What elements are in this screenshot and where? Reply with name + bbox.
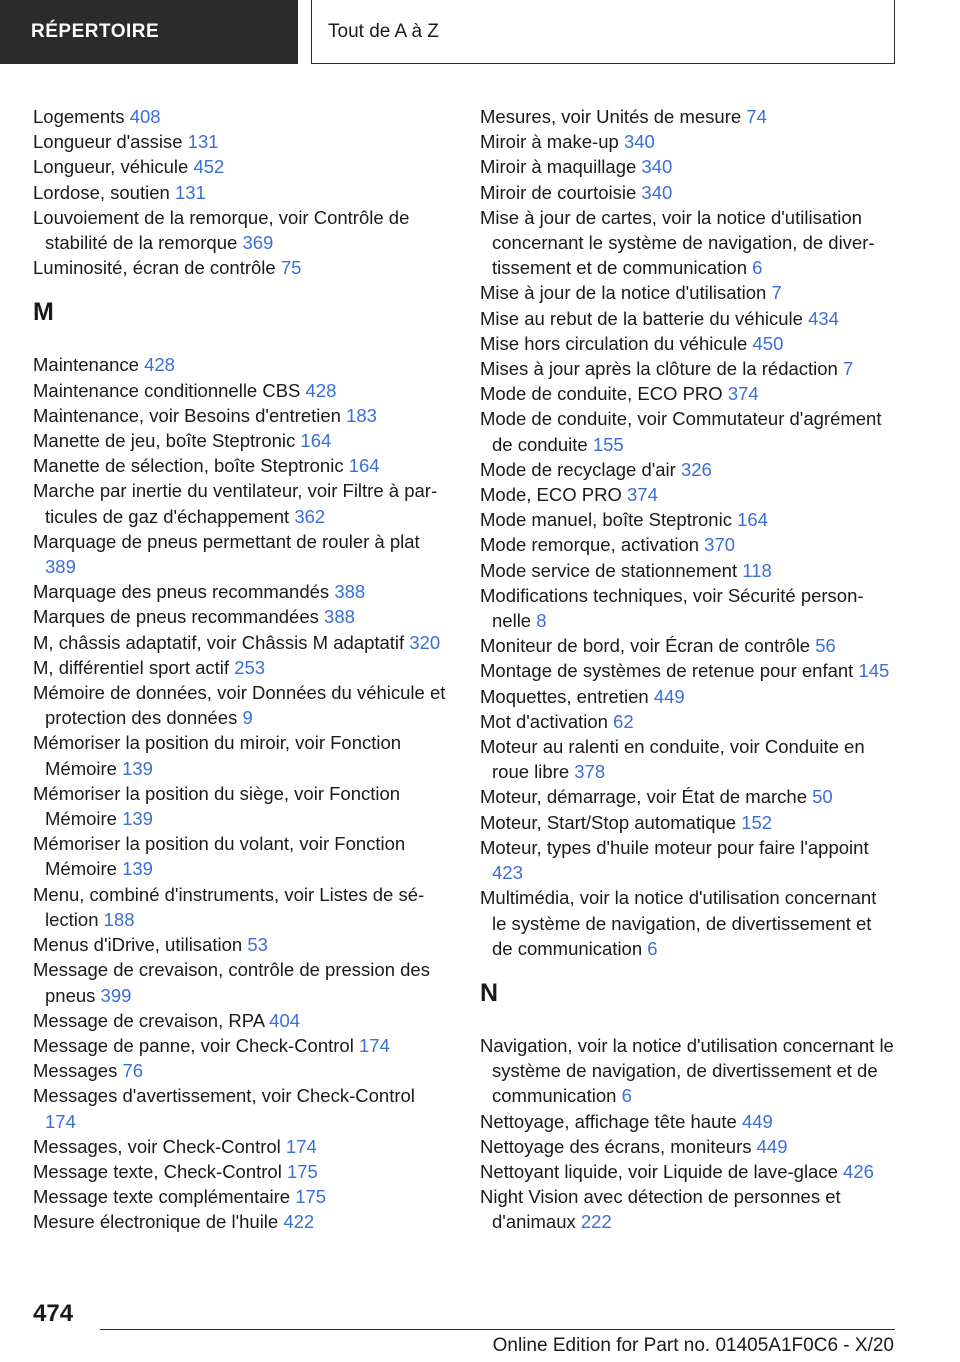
index-entry xyxy=(33,352,448,377)
page-reference-link[interactable]: 340 xyxy=(641,181,673,203)
index-entry xyxy=(33,882,448,932)
page-reference-link[interactable]: 139 xyxy=(122,757,153,779)
index-entry-text: Moteur, types d'huile moteur pour faire l'appoint xyxy=(480,836,869,858)
index-entry xyxy=(33,529,448,579)
page-reference-link[interactable]: 6 xyxy=(752,257,763,279)
index-entry-text: Message texte, Check-Control xyxy=(33,1160,287,1182)
index-entry xyxy=(33,378,448,403)
index-entry-text: Mode remorque, activation xyxy=(480,534,705,556)
footer-divider xyxy=(100,1329,895,1330)
index-entry xyxy=(33,831,448,881)
index-entry xyxy=(480,104,895,129)
index-entry-text: Mémoriser la position du volant, voir Fonction Mémoire xyxy=(33,833,406,880)
index-entry xyxy=(33,957,448,1007)
index-entry-text: Longueur, véhicule xyxy=(33,156,194,178)
page-reference-link[interactable]: 155 xyxy=(592,433,624,455)
index-column-right xyxy=(480,104,895,1235)
page-header xyxy=(0,0,960,66)
index-entry-text: Nettoyant liquide, voir Liquide de lave-glace xyxy=(480,1160,844,1182)
index-entry xyxy=(33,1184,448,1209)
index-entry-text: Night Vision avec détection de personnes et d'animaux xyxy=(480,1186,841,1233)
subsection-tab: Tout de A à Z xyxy=(311,0,895,64)
page-reference-link[interactable]: 389 xyxy=(45,556,76,578)
page-reference-link[interactable]: 131 xyxy=(187,131,219,153)
index-entry xyxy=(33,730,448,780)
page-reference-link[interactable]: 188 xyxy=(103,908,135,930)
page-reference-link[interactable]: 174 xyxy=(45,1110,76,1132)
index-entry xyxy=(480,532,895,557)
page-reference-link[interactable]: 450 xyxy=(752,332,784,354)
index-entry-text: Navigation, voir la notice d'utilisation concernant le système de navigation, de divertissement et de communication xyxy=(480,1034,894,1107)
index-entry xyxy=(33,781,448,831)
index-entry-text: Message de crevaison, contrôle de pression des pneus xyxy=(33,959,430,1006)
index-entry-text: Mise hors circulation du véhicule xyxy=(480,332,753,354)
index-entry xyxy=(480,1159,895,1184)
page-reference-link[interactable]: 426 xyxy=(843,1160,874,1182)
index-entry xyxy=(480,885,895,961)
page-reference-link[interactable]: 145 xyxy=(858,660,890,682)
index-entry xyxy=(480,709,895,734)
index-entry-text: Message de panne, voir Check-Control xyxy=(33,1034,359,1056)
index-entry xyxy=(33,1209,448,1234)
index-entry-text: Mémoriser la position du siège, voir Fonction Mémoire xyxy=(33,782,401,830)
index-entry-text: Mise à jour de la notice d'utilisation xyxy=(480,282,772,304)
page-reference-link[interactable]: 320 xyxy=(409,631,441,653)
index-entry xyxy=(33,403,448,428)
index-entry xyxy=(33,478,448,528)
page-reference-link[interactable]: 340 xyxy=(623,131,655,153)
index-entry xyxy=(480,306,895,331)
page-number: 474 xyxy=(33,1300,74,1327)
page-reference-link[interactable]: 428 xyxy=(305,379,337,401)
index-entry-text: Mise à jour de cartes, voir la notice d'utilisation concernant le système de navigation, de divertissement et de communication xyxy=(480,206,875,279)
index-entry-text: Nettoyage, affichage tête haute xyxy=(480,1110,742,1132)
page-reference-link[interactable]: 408 xyxy=(129,106,161,127)
page-reference-link[interactable]: 422 xyxy=(283,1211,315,1233)
page-reference-link[interactable]: 53 xyxy=(247,934,268,956)
edition-note: Online Edition for Part no. 01405A1F0C6 - X/20 xyxy=(492,1335,894,1356)
page-reference-link[interactable]: 164 xyxy=(737,509,768,531)
page-reference-link[interactable]: 175 xyxy=(286,1160,318,1182)
index-entry xyxy=(33,630,448,655)
page-reference-link[interactable]: 175 xyxy=(295,1186,327,1208)
page-reference-link[interactable]: 428 xyxy=(144,354,175,376)
page-reference-link[interactable]: 7 xyxy=(771,282,782,304)
index-entry xyxy=(480,684,895,709)
page-reference-link[interactable]: 369 xyxy=(242,232,274,254)
index-entry xyxy=(33,453,448,478)
page-reference-link[interactable]: 449 xyxy=(741,1110,773,1132)
index-entry-text: Longueur d'assise xyxy=(33,131,188,153)
page-reference-link[interactable]: 253 xyxy=(234,656,266,678)
index-entry xyxy=(480,154,895,179)
page-reference-link[interactable]: 139 xyxy=(122,858,153,880)
index-entry-text: Message de crevaison, RPA xyxy=(33,1009,270,1031)
index-entry-text: Multimédia, voir la notice d'utilisation concernant le système de navigation, de divertissement et de communication xyxy=(480,887,877,959)
index-entry-text: Nettoyage des écrans, moniteurs xyxy=(480,1135,757,1157)
index-entry-text: M, différentiel sport actif xyxy=(33,656,235,678)
index-entry xyxy=(33,129,448,154)
index-entry-text: Moteur au ralenti en conduite, voir Conduite en roue libre xyxy=(480,736,865,783)
index-entry xyxy=(33,255,448,280)
index-entry xyxy=(480,1134,895,1159)
page-reference-link[interactable]: 131 xyxy=(174,181,206,203)
index-entry xyxy=(33,180,448,205)
index-entry-text: Mises à jour après la clôture de la rédaction xyxy=(480,358,843,380)
index-entry-text: Message texte complémentaire xyxy=(33,1186,296,1208)
page-reference-link[interactable]: 452 xyxy=(193,156,225,178)
section-tab: RÉPERTOIRE xyxy=(0,0,298,64)
page-reference-link[interactable]: 340 xyxy=(641,156,673,178)
index-entry-text: Marquage des pneus recommandés xyxy=(33,581,335,603)
index-entry-text: Moteur, démarrage, voir État de marche xyxy=(480,786,813,808)
index-entry xyxy=(480,1033,895,1109)
index-entry xyxy=(480,810,895,835)
index-entry xyxy=(33,932,448,957)
page-reference-link[interactable]: 374 xyxy=(727,383,759,405)
index-entry-text: Logements xyxy=(33,106,130,127)
index-entry-text: Miroir à make-up xyxy=(480,131,624,153)
index-entry xyxy=(480,331,895,356)
index-entry-text: Messages, voir Check-Control xyxy=(33,1135,286,1157)
index-entry-text: Moquettes, entretien xyxy=(480,685,654,707)
index-entry-text: M, châssis adaptatif, voir Châssis M adaptatif xyxy=(33,631,410,653)
page-reference-link[interactable]: 378 xyxy=(574,761,606,783)
index-entry-text: Miroir à maquillage xyxy=(480,156,642,178)
page-reference-link[interactable]: 164 xyxy=(348,455,380,477)
index-entry-text: Mise au rebut de la batterie du véhicule xyxy=(480,307,809,329)
index-entry xyxy=(33,205,448,255)
index-entry-text: Mode de conduite, ECO PRO xyxy=(480,383,728,405)
index-entry xyxy=(480,280,895,305)
page-reference-link[interactable]: 174 xyxy=(285,1135,317,1157)
index-entry xyxy=(33,428,448,453)
index-entry-text: Marquage de pneus permettant de rouler à plat xyxy=(33,530,420,552)
index-entry-text: Messages d'avertissement, voir Check-Control xyxy=(33,1085,415,1107)
page-reference-link[interactable]: 183 xyxy=(346,404,377,426)
page-reference-link[interactable]: 326 xyxy=(680,458,712,480)
index-entry-text: Maintenance, voir Besoins d'entretien xyxy=(33,404,347,426)
index-entry-text: Mémoire de données, voir Données du véhicule et protection des données xyxy=(33,682,446,729)
page-reference-link[interactable]: 388 xyxy=(334,581,366,603)
index-letter-heading: N xyxy=(480,978,499,1007)
index-entry-text: Menus d'iDrive, utilisation xyxy=(33,934,248,956)
index-entry xyxy=(480,356,895,381)
page-reference-link[interactable]: 139 xyxy=(122,808,153,830)
index-entry xyxy=(33,1058,448,1083)
index-entry-text: Moniteur de bord, voir Écran de contrôle xyxy=(480,635,816,657)
page-reference-link[interactable]: 9 xyxy=(242,707,253,729)
index-entry-text: Manette de sélection, boîte Steptronic xyxy=(33,455,349,477)
index-entry xyxy=(33,655,448,680)
index-entry xyxy=(480,1184,895,1234)
index-entry-text: Manette de jeu, boîte Steptronic xyxy=(33,430,301,452)
page-reference-link[interactable]: 56 xyxy=(815,635,836,657)
index-entry xyxy=(33,1008,448,1033)
index-entry xyxy=(480,658,895,683)
index-entry-text: Messages xyxy=(33,1060,123,1082)
index-entry-text: Luminosité, écran de contrôle xyxy=(33,257,281,279)
index-entry-text: Louvoiement de la remorque, voir Contrôle de stabilité de la remorque xyxy=(33,206,410,254)
index-entry-text: Modifications techniques, voir Sécurité personnelle xyxy=(480,584,864,632)
page-reference-link[interactable]: 449 xyxy=(653,685,685,707)
index-entry-text: Mode de recyclage d'air xyxy=(480,458,681,480)
page-reference-link[interactable]: 222 xyxy=(580,1211,612,1233)
index-entry xyxy=(480,482,895,507)
index-entry xyxy=(480,381,895,406)
page-reference-link[interactable]: 434 xyxy=(808,307,839,329)
page-reference-link[interactable]: 399 xyxy=(100,984,132,1006)
index-entry xyxy=(33,1134,448,1159)
index-entry-text: Marche par inertie du ventilateur, voir Filtre à particules de gaz d'échappement xyxy=(33,480,438,527)
index-entry-text: Moteur, Start/Stop automatique xyxy=(480,811,742,833)
page-reference-link[interactable]: 118 xyxy=(742,559,772,581)
index-letter-heading: M xyxy=(33,298,54,327)
index-entry xyxy=(33,1159,448,1184)
page-reference-link[interactable]: 374 xyxy=(627,484,658,506)
page-reference-link[interactable]: 6 xyxy=(647,937,658,959)
page-reference-link[interactable]: 164 xyxy=(300,430,332,452)
index-entry xyxy=(480,558,895,583)
index-entry xyxy=(480,457,895,482)
index-entry-text: Marques de pneus recommandées xyxy=(33,606,325,628)
page-reference-link[interactable]: 423 xyxy=(492,862,523,884)
index-entry xyxy=(33,579,448,604)
page-reference-link[interactable]: 76 xyxy=(122,1060,144,1082)
index-entry xyxy=(480,633,895,658)
page-reference-link[interactable]: 404 xyxy=(269,1009,301,1031)
index-entry xyxy=(480,406,895,456)
index-entry xyxy=(33,1033,448,1058)
index-entry xyxy=(33,154,448,179)
index-entry-text: Montage de systèmes de retenue pour enfant xyxy=(480,660,859,682)
page-reference-link[interactable]: 50 xyxy=(812,786,833,808)
index-entry xyxy=(480,1109,895,1134)
index-column-left xyxy=(33,104,448,1235)
index-entry xyxy=(480,129,895,154)
index-entry-text: Mode service de stationnement xyxy=(480,559,743,581)
index-entry-text: Maintenance xyxy=(33,354,145,376)
index-entry-text: Mode de conduite, voir Commutateur d'agrément de conduite xyxy=(480,408,882,455)
index-entry xyxy=(33,1083,448,1133)
page-reference-link[interactable]: 62 xyxy=(613,710,634,732)
index-entry-text: Mode manuel, boîte Steptronic xyxy=(480,509,738,531)
index-entry-text: Mode, ECO PRO xyxy=(480,484,628,506)
page-reference-link[interactable]: 362 xyxy=(294,505,326,527)
index-entry-text: Lordose, soutien xyxy=(33,181,175,203)
index-entry-text: Mot d'activation xyxy=(480,710,614,732)
page-reference-link[interactable]: 370 xyxy=(704,534,736,556)
page-reference-link[interactable]: 7 xyxy=(843,358,854,380)
index-entry-text: Mesures, voir Unités de mesure xyxy=(480,106,747,127)
page-reference-link[interactable]: 75 xyxy=(280,257,302,279)
index-entry-text: Maintenance conditionnelle CBS xyxy=(33,379,306,401)
index-entry-text: Mémoriser la position du miroir, voir Fonction Mémoire xyxy=(33,732,402,779)
index-entry xyxy=(480,180,895,205)
index-entry xyxy=(33,104,448,129)
index-entry xyxy=(33,680,448,730)
page-reference-link[interactable]: 152 xyxy=(741,811,773,833)
index-entry xyxy=(480,784,895,809)
page-reference-link[interactable]: 8 xyxy=(536,610,547,632)
index-entry xyxy=(480,507,895,532)
page-reference-link[interactable]: 174 xyxy=(358,1034,390,1056)
index-entry-text: Miroir de courtoisie xyxy=(480,181,642,203)
index-entry xyxy=(480,583,895,633)
index-entry xyxy=(480,205,895,281)
page-reference-link[interactable]: 6 xyxy=(621,1085,632,1107)
page-reference-link[interactable]: 449 xyxy=(756,1135,788,1157)
index-entry xyxy=(480,734,895,784)
index-entry-text: Mesure électronique de l'huile xyxy=(33,1211,284,1233)
index-entry xyxy=(480,835,895,885)
page-reference-link[interactable]: 388 xyxy=(324,606,355,628)
index-entry-text: Menu, combiné d'instruments, voir Listes de sélection xyxy=(33,883,425,930)
page-reference-link[interactable]: 74 xyxy=(746,106,767,127)
index-entry xyxy=(33,604,448,629)
